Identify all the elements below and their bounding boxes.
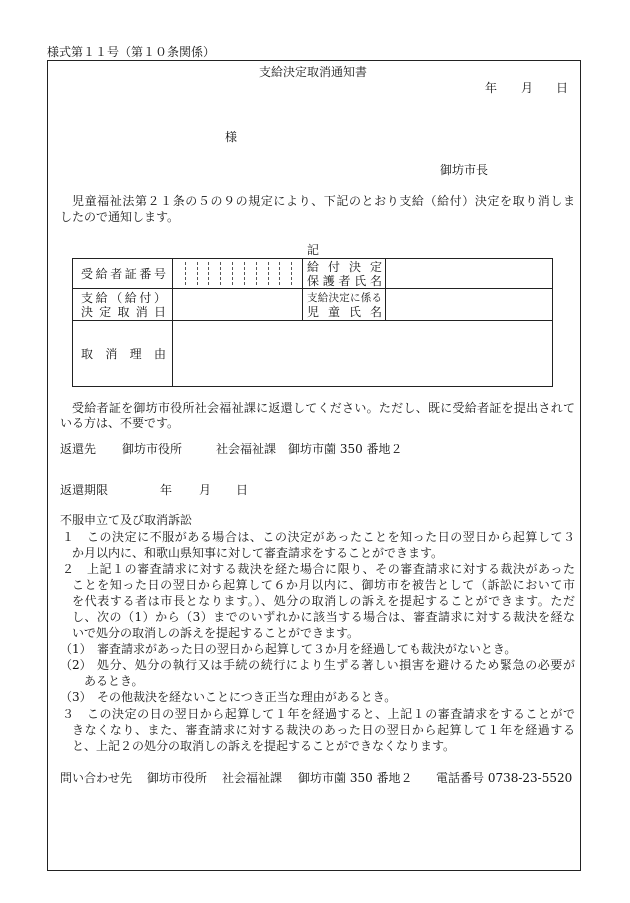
appeal-item-3-marker: ３: [62, 707, 75, 721]
contact-division: 社会福祉課: [222, 771, 283, 785]
digit-divider: [268, 262, 269, 285]
digit-divider: [232, 262, 233, 285]
return-notice-line-1: 受給者証を御坊市役所社会福祉課に返還してください。ただし、既に受給者証を提出されて: [72, 401, 575, 415]
appeal-subitem-2-line-1: 処分、処分の執行又は手続の続行により生ずる著しい損害を避けるため緊急の必要が: [97, 658, 575, 672]
cancel-date-label-line-1: 支給（給付）: [81, 290, 166, 305]
contact-office: 御坊市役所: [147, 771, 208, 785]
child-label-line-1: 支給決定に係る: [307, 291, 382, 304]
recipient-honorific: 様: [225, 130, 238, 144]
guardian-label-line-2: 保護者氏名: [307, 273, 382, 288]
reason-label: 取消理由: [81, 346, 166, 361]
form-number: 様式第１１号（第１０条関係）: [47, 45, 216, 59]
cert-number-label-cell: [73, 259, 173, 289]
reason-cell: [173, 321, 553, 387]
cert-number-digit-boxes: [173, 259, 302, 288]
contact-phone: 電話番号 0738-23-5520: [436, 771, 573, 785]
reason-label-cell: [73, 321, 173, 387]
cert-number-label: 受給者証番号: [81, 266, 166, 281]
appeal-subitem-1-line-1: 審査請求があった日の翌日から起算して３か月を経過しても裁決がないとき。: [97, 642, 517, 656]
date-year: 年: [485, 81, 498, 95]
digit-divider: [244, 262, 245, 285]
ki-label: 記: [307, 243, 320, 257]
appeal-subitem-1-marker: （1）: [60, 642, 92, 656]
digit-divider: [185, 262, 186, 285]
appeal-item-2-line-2: ことを知った日の翌日から起算して６か月以内に、御坊市を被告として（訴訟において市: [72, 578, 575, 592]
appeal-heading: 不服申立て及び取消訴訟: [60, 513, 193, 527]
digit-divider: [208, 262, 209, 285]
appeal-item-2-marker: ２: [62, 562, 75, 576]
return-to-label: 返還先: [60, 442, 97, 456]
child-label-cell: [303, 289, 386, 321]
appeal-item-3-line-2: きなくなり、また、審査請求に対する裁決のあった日の翌日から起算して１年を経過する: [72, 723, 575, 737]
return-notice-line-2: いる方は、不要です。: [60, 416, 180, 430]
date-month: 月: [521, 81, 534, 95]
appeal-item-2-line-4: し、次の（1）から（3）までのいずれかに該当する場合は、審査請求に対する裁決を経な: [72, 610, 575, 624]
date-day: 日: [556, 81, 569, 95]
appeal-item-1-line-1: この決定に不服がある場合は、この決定があったことを知った日の翌日から起算して３: [87, 530, 575, 544]
digit-divider: [279, 262, 280, 285]
return-to-division: 社会福祉課: [216, 442, 277, 456]
intro-line-1: 児童福祉法第２１条の５の９の規定により、下記のとおり支給（給付）決定を取り消しま: [72, 194, 575, 208]
child-label-line-2: 児童氏名: [307, 304, 382, 319]
guardian-label-cell: [303, 259, 386, 289]
digit-divider: [197, 262, 198, 285]
info-table: [72, 258, 553, 387]
cancel-date-label-cell: [73, 289, 173, 321]
table-row: [73, 321, 553, 387]
contact-address: 御坊市薗 350 番地２: [298, 771, 413, 785]
appeal-item-1-marker: １: [62, 530, 75, 544]
cert-number-cell: [173, 259, 303, 289]
appeal-item-2-line-5: いで処分の取消しの訴えを提起することができます。: [72, 626, 360, 640]
return-deadline-year: 年: [160, 483, 173, 497]
digit-divider: [291, 262, 292, 285]
document-title: 支給決定取消通知書: [258, 65, 367, 79]
child-name-cell: [386, 289, 553, 321]
appeal-subitem-2-line-2: あるとき。: [84, 674, 144, 688]
appeal-subitem-3-marker: （3）: [60, 690, 92, 704]
digit-divider: [220, 262, 221, 285]
appeal-item-2-line-3: を代表する者は市長となります。）、処分の取消しの訴えを提起することができます。ただ: [72, 594, 575, 608]
appeal-item-2-line-1: 上記１の審査請求に対する裁決を経た場合に限り、その審査請求に対する裁決があった: [87, 562, 575, 576]
appeal-item-1-line-2: か月以内に、和歌山県知事に対して審査請求をすることができます。: [72, 546, 444, 560]
cancel-date-label-line-2: 決定取消日: [81, 304, 166, 319]
table-row: [73, 259, 553, 289]
return-deadline-month: 月: [199, 483, 212, 497]
digit-divider: [256, 262, 257, 285]
issuer: 御坊市長: [440, 163, 489, 177]
intro-line-2: したので通知します。: [60, 210, 180, 224]
return-deadline-day: 日: [236, 483, 249, 497]
return-to-office: 御坊市役所: [122, 442, 183, 456]
return-to-address: 御坊市薗 350 番地２: [288, 442, 403, 456]
appeal-item-3-line-3: と、上記２の処分の取消しの訴えを提起することができなくなります。: [72, 739, 456, 753]
return-deadline-label: 返還期限: [60, 483, 109, 497]
contact-label: 問い合わせ先: [60, 771, 133, 785]
appeal-item-3-line-1: この決定の日の翌日から起算して１年を経過すると、上記１の審査請求をすることがで: [87, 707, 575, 721]
guardian-name-cell: [386, 259, 553, 289]
cancel-date-cell: [173, 289, 303, 321]
guardian-label-line-1: 給付決定: [307, 259, 382, 274]
table-row: [73, 289, 553, 321]
appeal-subitem-3-line-1: その他裁決を経ないことにつき正当な理由があるとき。: [97, 690, 397, 704]
appeal-subitem-2-marker: （2）: [60, 658, 92, 672]
